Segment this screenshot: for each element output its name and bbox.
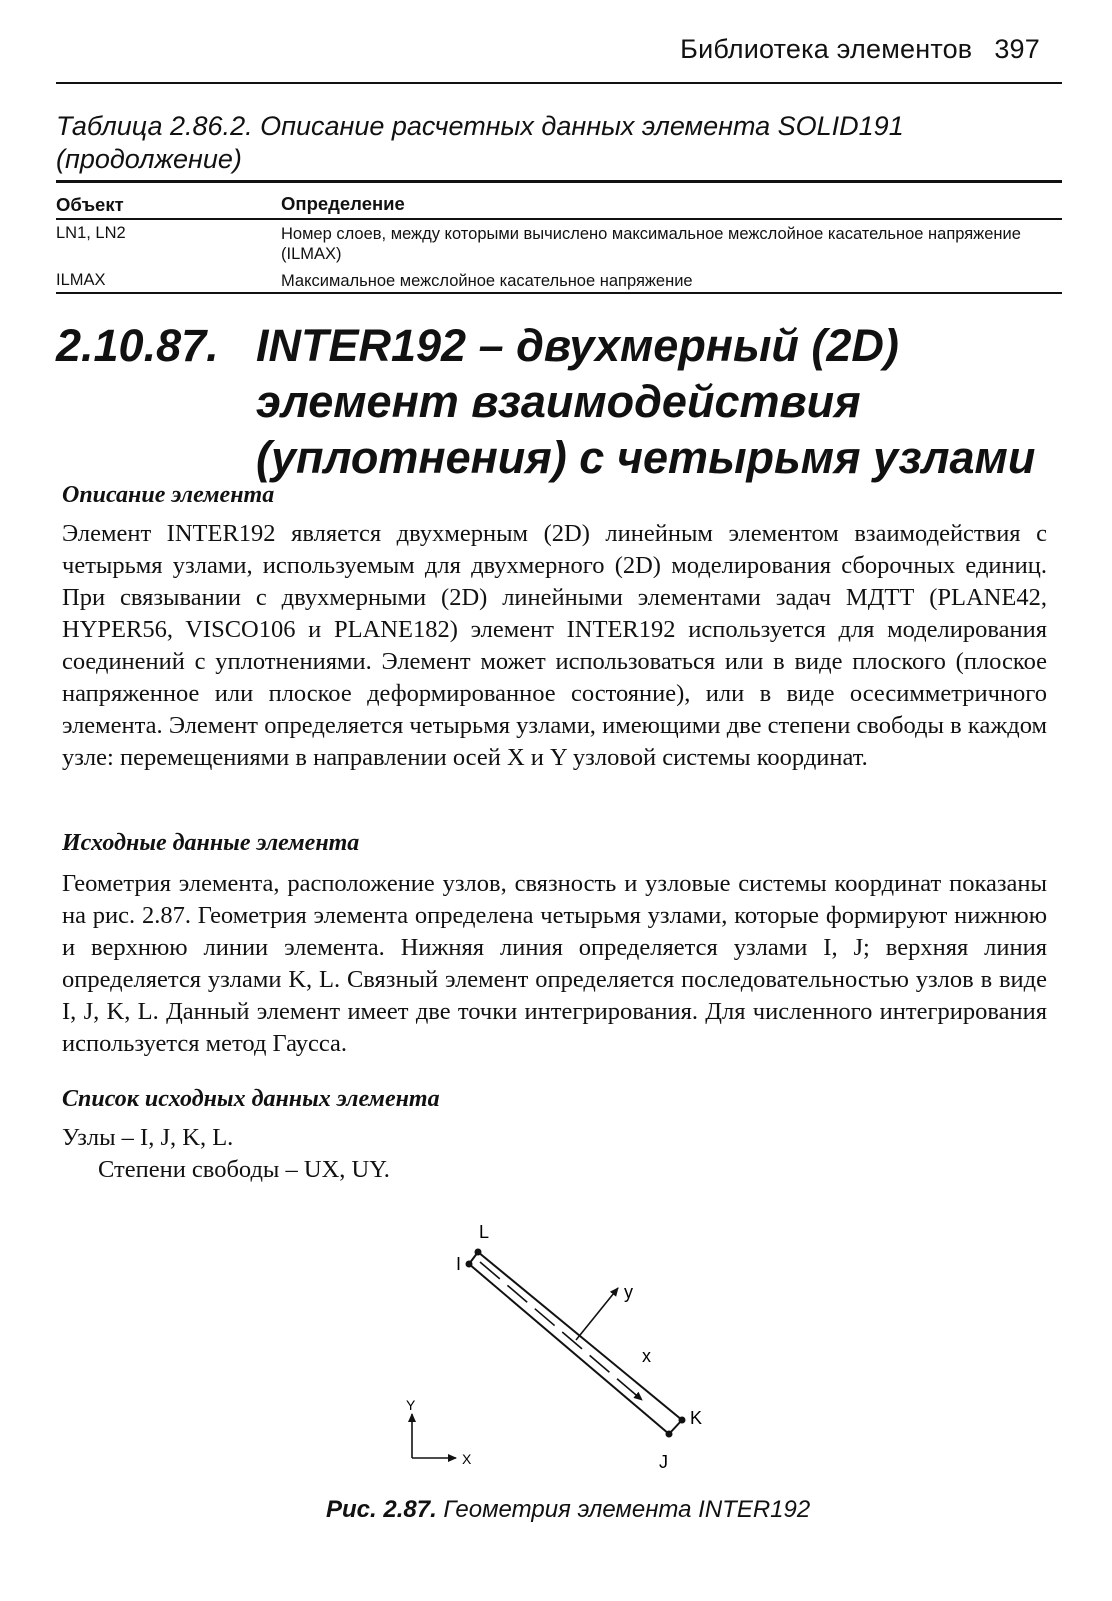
nodes-line: Узлы – I, J, K, L. [62, 1124, 234, 1151]
table-cell-definition: Максимальное межслойное касательное напряжение [281, 272, 693, 290]
figure-caption-label: Рис. 2.87. [326, 1496, 437, 1523]
table-column-header: Объект [56, 194, 124, 215]
node-i-label: I [456, 1254, 462, 1274]
figure-caption-text: Геометрия элемента INTER192 [436, 1496, 811, 1523]
table-cell-object: ILMAX [56, 271, 106, 289]
node-l-marker [475, 1249, 482, 1256]
global-y-label: Y [406, 1397, 416, 1413]
local-y-axis [576, 1288, 618, 1340]
element-bottom-edge [469, 1264, 669, 1434]
section-number: 2.10.87. [56, 320, 219, 371]
dof-line: Степени свободы – UX, UY. [98, 1156, 390, 1183]
section-title-line: (уплотнения) с четырьмя узлами [256, 432, 1036, 483]
header-rule [56, 82, 1062, 84]
table-header-rule [56, 218, 1062, 220]
figure-caption [326, 1496, 810, 1524]
description-heading: Описание элемента [62, 482, 275, 508]
page-number: 397 [994, 34, 1040, 64]
input-list-heading: Список исходных данных элемента [62, 1086, 440, 1112]
local-x-label: x [642, 1346, 651, 1366]
section-title-line: INTER192 – двухмерный (2D) [256, 320, 899, 371]
running-title: Библиотека элементов [680, 34, 973, 64]
node-j-label: J [659, 1452, 668, 1472]
node-l-label: L [479, 1222, 490, 1242]
running-head [680, 34, 1040, 65]
local-x-axis [480, 1262, 642, 1400]
node-k-marker [679, 1417, 686, 1424]
global-x-label: X [462, 1451, 472, 1467]
node-k-label: K [690, 1408, 703, 1428]
table-top-rule [56, 180, 1062, 183]
section-title-line: элемент взаимодействия [256, 376, 861, 427]
input-data-paragraph: Геометрия элемента, расположение узлов, связность и узловые системы координат показаны на рис. 2.87. Геометрия элемента определена четырьмя узлами, которые формируют нижнюю и верхнюю линии элемента. Нижняя линия определяется узлами I, J; верхняя линия определяется узлами K, L. Связный элемент определяется последовательностью узлов в виде I, J, K, L. Данный элемент имеет две точки интегрирования. Для численного интегрирования используется метод Гаусса. [62, 870, 1047, 1057]
section-title [56, 318, 1066, 486]
local-y-label: y [624, 1282, 633, 1302]
element-geometry-diagram [380, 1218, 740, 1478]
input-data-heading: Исходные данные элемента [62, 830, 360, 856]
table-caption: Таблица 2.86.2. Описание расчетных данных элемента SOLID191 (продолжение) [56, 111, 904, 174]
node-j-marker [666, 1431, 673, 1438]
table-bottom-rule [56, 292, 1062, 294]
table-cell-definition: Номер слоев, между которыми вычислено максимальное межслойное касательное напряжение (ILMAX) [281, 225, 1021, 263]
table-cell-object: LN1, LN2 [56, 224, 126, 242]
node-i-marker [466, 1261, 473, 1268]
description-paragraph: Элемент INTER192 является двухмерным (2D) линейным элементом взаимодействия с четырьмя узлами, используемым для двухмерного (2D) моделирования сборочных единиц. При связывании с двухмерными (2D) линейными элементами задач МДТТ (PLANE42, HYPER56, VISCO106 и PLANE182) элемент INTER192 используется для моделирования соединений с уплотнениями. Элемент может использоваться или в виде плоского (плоское напряженное или плоское деформированное состояние), или в виде осесимметричного элемента. Элемент определяется четырьмя узлами, имеющими две степени свободы в каждом узле: перемещениями в направлении осей X и Y узловой системы координат. [62, 520, 1047, 771]
table-column-header: Определение [281, 193, 405, 214]
